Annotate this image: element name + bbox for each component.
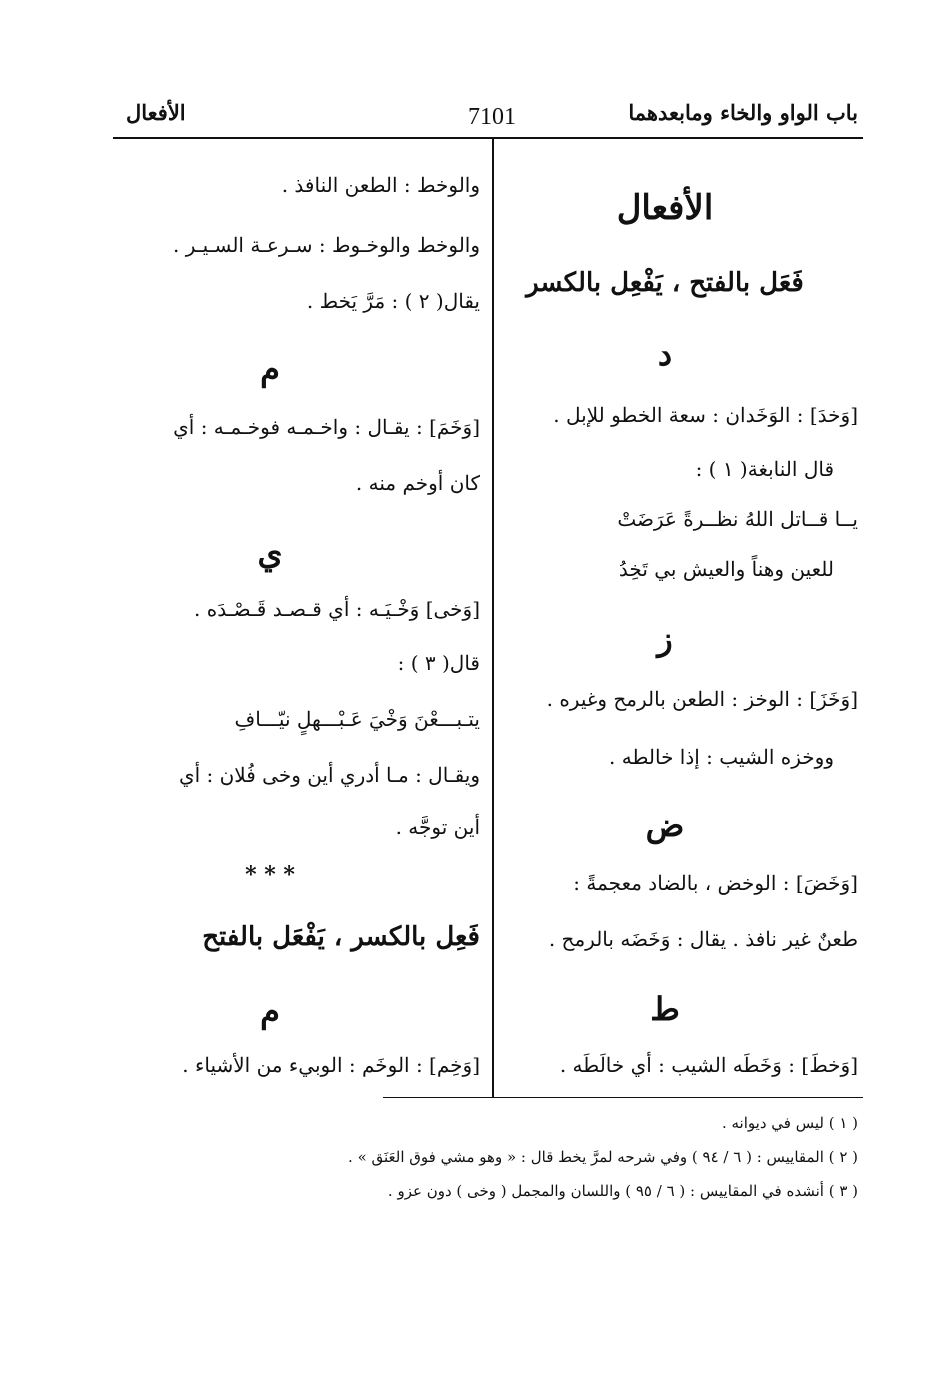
section-separator-stars: * * * [245,862,295,888]
footnote-1: ( ١ ) ليس في ديوانه . [721,1114,858,1132]
verse-line-1: يــا قــاتل اللهُ نظــرةً عَرَضَتْ [617,507,858,531]
footnote-rule [383,1097,863,1098]
entry-wakhaz-2: ووخزه الشيب : إذا خالطه . [609,745,834,769]
qal-3: قال( ٣ ) : [397,651,480,675]
subsection-title-left: فَعِل بالكسر ، يَفْعَل بالفتح [202,922,480,952]
page-number: 7101 [468,104,516,130]
running-header-section: الأفعال [126,100,186,125]
letter-heading-mim-2: م [260,992,280,1030]
letter-heading-ya: ي [257,534,283,572]
left-line-2: والوخط والوخـوط : سـرعـة السـيـر . [172,233,480,257]
letter-heading-mim-1: م [260,350,280,388]
footnote-2: ( ٢ ) المقاييس : ( ٦ / ٩٤ ) وفي شرحه لمرَّ يخط قال : « وهو مشي فوق العَنَق » . [348,1148,858,1166]
entry-wakhaz: [وَخَزَ] : الوخز : الطعن بالرمح وغيره . [546,687,858,711]
entry-wakhad-dad-2: طعنٌ غير نافذ . يقال : وَخَضَه بالرمح . [548,927,858,951]
header-rule [113,137,863,139]
footnote-3: ( ٣ ) أنشده في المقاييس : ( ٦ / ٩٥ ) واللسان والمجمل ( وخى ) دون عزو . [387,1182,858,1200]
entry-wakhim: [وَخِم] : الوخَم : الوبيء من الأشياء . [182,1053,480,1077]
entry-wakhat: [وَخطَ] : وَخَطَه الشيب : أي خالَطَه . [559,1053,858,1077]
running-header-chapter: باب الواو والخاء ومابعدهما [628,100,858,125]
letter-heading-dal: د [657,335,673,373]
letter-heading-dad: ض [645,806,685,844]
entry-wakha-2: ويقـال : مـا أدري أين وخى فُلان : أي [178,763,480,787]
section-title: الأفعال [616,188,714,228]
entry-wakhad-dad-1: [وَخَضَ] : الوخض ، بالضاد معجمةً : [573,871,858,895]
left-line-1: والوخط : الطعن النافذ . [281,173,480,197]
entry-wakha: [وَخى] وَخْـيَـه : أي قـصـد قَـصْـدَه . [194,597,480,621]
nabigha-intro: قال النابغة( ١ ) : [695,457,834,481]
letter-heading-zay: ز [657,620,673,658]
entry-wakhad: [وَخدَ] : الوَخَدان : سعة الخطو للإبل . [553,403,858,427]
letter-heading-ta: ط [650,990,680,1028]
entry-wakham-2: كان أوخم منه . [355,471,480,495]
entry-wakham-1: [وَخَمَ] : يقـال : واخـمـه فوخـمـه : أي [173,415,480,439]
left-line-3: يقال( ٢ ) : مَرَّ يَخط . [306,289,480,313]
verse-line-2: للعين وهناً والعيش بي تَخِدُ [618,557,834,581]
entry-wakha-3: أين توجَّه . [395,815,480,839]
verse-3: يتـبـــعْنَ وَخْيَ عَـبْـــهلٍ نيّـــافِ [234,707,480,731]
subsection-title-right: فَعَل بالفتح ، يَفْعِل بالكسر [526,268,804,298]
